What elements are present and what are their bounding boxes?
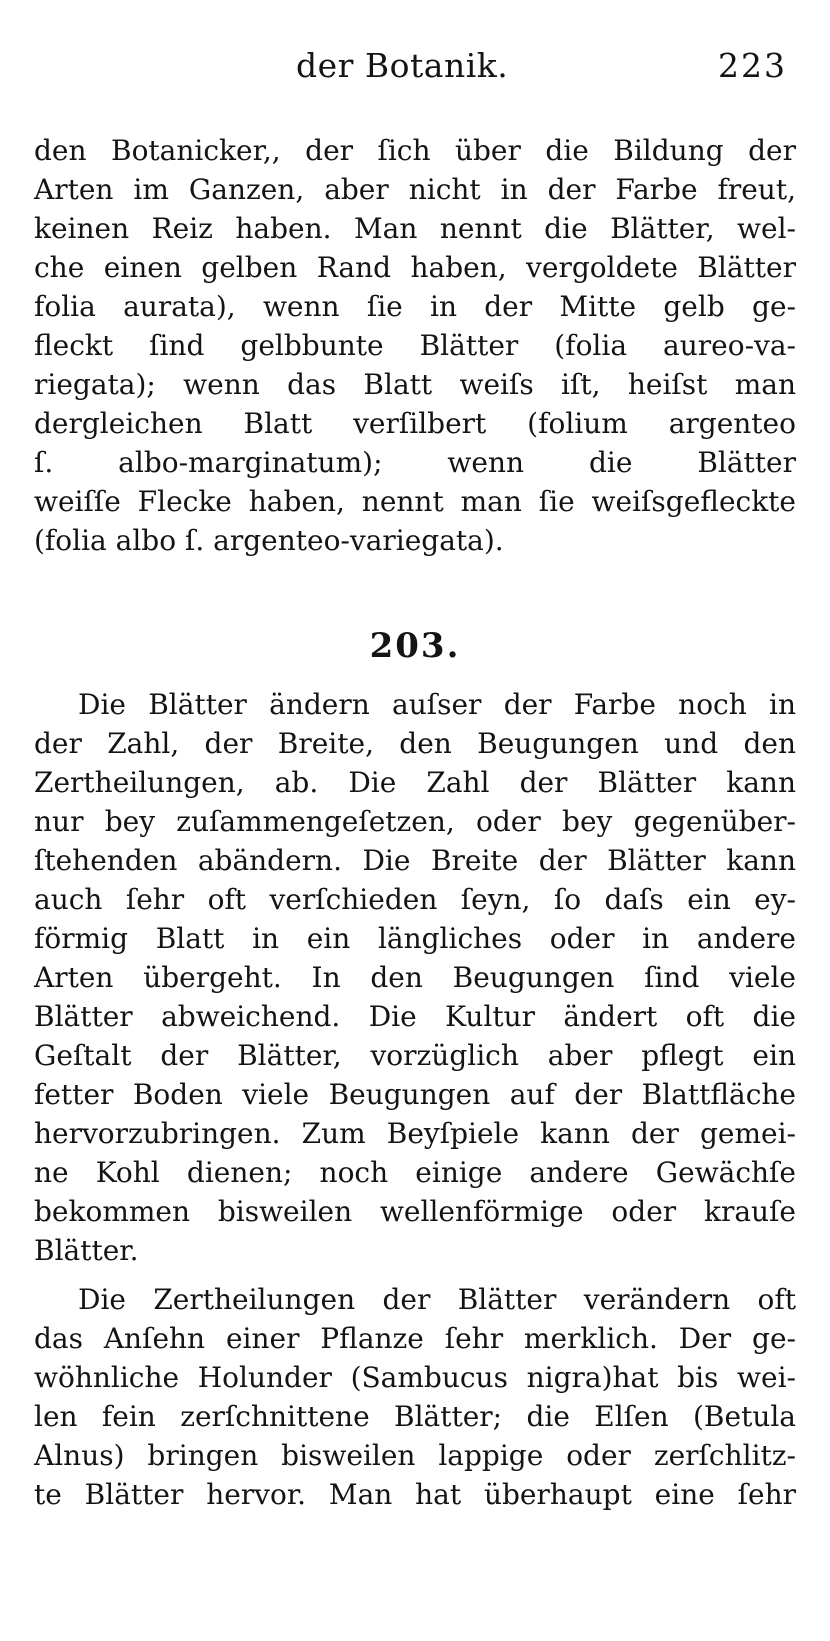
running-title: der Botanik. xyxy=(296,46,509,85)
text-line: che einen gelben Rand haben, vergoldete Blätter xyxy=(34,251,796,284)
text-line: ſtehenden abändern. Die Breite der Blätter kann xyxy=(34,844,796,877)
text-line: den Botanicker,, der ſich über die Bildung der xyxy=(34,134,796,167)
text-line: ſ. albo-marginatum); wenn die Blätter xyxy=(34,446,796,479)
text-line: folia aurata), wenn ſie in der Mitte gelb ge- xyxy=(34,290,796,323)
text-line: wöhnliche Holunder (Sambucus nigra)hat bis wei- xyxy=(34,1361,796,1394)
text-line: Blätter abweichend. Die Kultur ändert oft die xyxy=(34,1000,796,1033)
section-number: 203. xyxy=(369,626,461,666)
text-line: der Zahl, der Breite, den Beugungen und den xyxy=(34,727,796,760)
paragraph-1 xyxy=(34,131,796,560)
text-line: fetter Boden viele Beugungen auf der Blattfläche xyxy=(34,1078,796,1111)
text-line: te Blätter hervor. Man hat überhaupt eine ſehr xyxy=(34,1478,796,1511)
text-line: len fein zerſchnittene Blätter; die Elſen (Betula xyxy=(34,1400,796,1433)
text-line: hervorzubringen. Zum Beyſpiele kann der gemei- xyxy=(34,1117,796,1150)
page-header xyxy=(0,46,830,96)
text-line: nur bey zuſammengeſetzen, oder bey gegenüber- xyxy=(34,805,796,838)
text-line: Arten im Ganzen, aber nicht in der Farbe freut, xyxy=(34,173,796,206)
text-line: Die Blätter ändern auſser der Farbe noch in xyxy=(78,688,796,721)
paragraph-3 xyxy=(34,1280,796,1514)
text-line: Blätter. xyxy=(34,1234,139,1267)
text-line: auch ſehr oft verſchieden ſeyn, ſo daſs ein ey- xyxy=(34,883,796,916)
text-line: Geſtalt der Blätter, vorzüglich aber pflegt ein xyxy=(34,1039,796,1072)
text-line: bekommen bisweilen wellenförmige oder krauſe xyxy=(34,1195,796,1228)
text-line: dergleichen Blatt verſilbert (folium argenteo xyxy=(34,407,796,440)
page-number: 223 xyxy=(718,46,787,85)
text-line: (folia albo ſ. argenteo-variegata). xyxy=(34,524,504,557)
paragraph-2 xyxy=(34,685,796,1270)
text-line: förmig Blatt in ein längliches oder in andere xyxy=(34,922,796,955)
text-line: ne Kohl dienen; noch einige andere Gewächſe xyxy=(34,1156,796,1189)
text-line: keinen Reiz haben. Man nennt die Blätter, wel- xyxy=(34,212,796,245)
text-line: das Anſehn einer Pflanze ſehr merklich. Der ge- xyxy=(34,1322,796,1355)
text-line: Die Zertheilungen der Blätter verändern oft xyxy=(78,1283,796,1316)
text-line: Alnus) bringen bisweilen lappige oder zerſchlitz- xyxy=(34,1439,796,1472)
text-line: riegata); wenn das Blatt weiſs iſt, heiſst man xyxy=(34,368,796,401)
text-line: Arten übergeht. In den Beugungen ſind viele xyxy=(34,961,796,994)
text-line: weiſſe Flecke haben, nennt man ſie weiſsgefleckte xyxy=(34,485,796,518)
text-line: Zertheilungen, ab. Die Zahl der Blätter kann xyxy=(34,766,796,799)
text-line: fleckt ſind gelbbunte Blätter (folia aureo-va- xyxy=(34,329,796,362)
